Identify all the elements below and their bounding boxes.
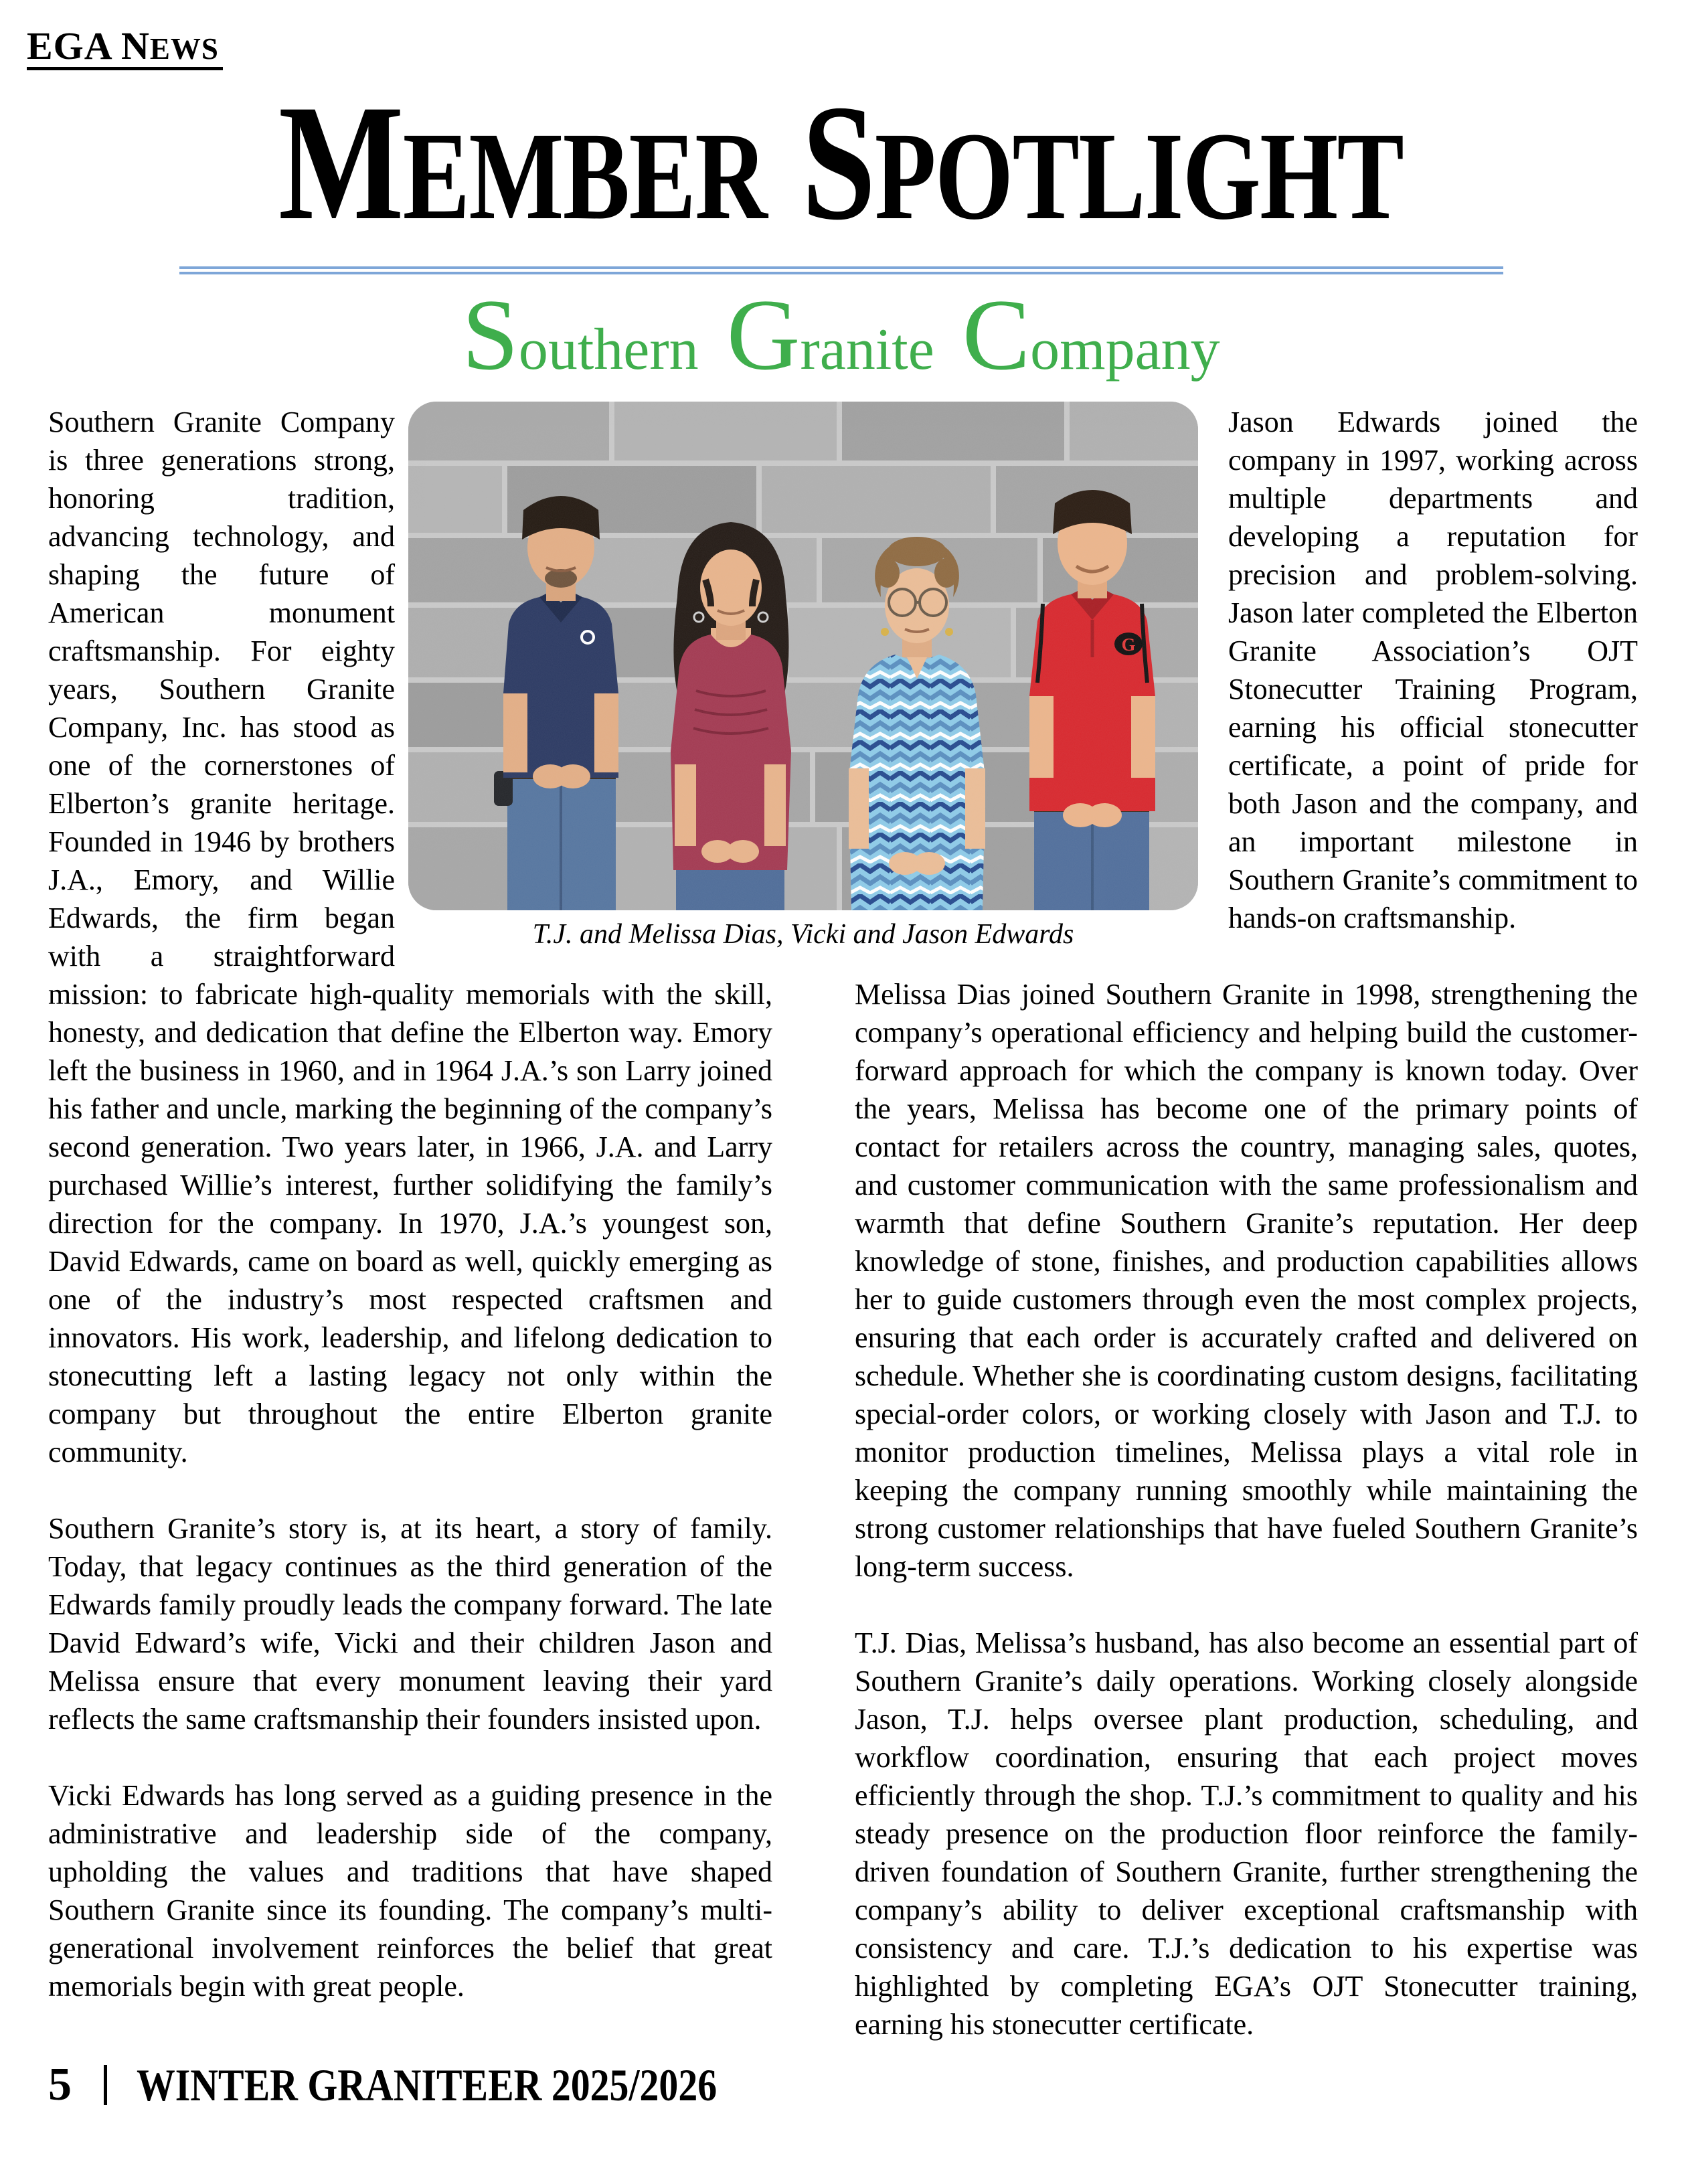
title-rest-ember: EMBER <box>403 106 767 246</box>
company-subtitle <box>0 278 1682 417</box>
masthead-smallcaps: EWS <box>149 32 219 66</box>
subtitle-word-southern <box>462 278 699 391</box>
paragraph-tj: T.J. Dias, Melissa’s husband, has also become an essential part of Southern Granite’s daily operations. Working closely alongside Jason, T.J. helps oversee plant production, scheduling, and workflow coordination, ensuring that each project moves efficiently through the shop. T.J.’s commitment to quality and his steady presence on the production floor reinforce the family-driven foundation of Southern Granite, further strengthening the company’s ability to deliver exceptional craftsmanship with consistency and care. T.J.’s dedication to his expertise was highlighted by completing EGA’s OJT Stonecutter training, earning his stonecutter certificate. <box>855 1626 1638 2041</box>
masthead-caps: EGA N <box>27 24 150 68</box>
paragraph-family-legacy: Southern Granite’s story is, at its heart, a story of family. Today, that legacy continues as the third generation of the Edwards family proudly leads the company forward. The late David Edward’s wife, Vicki and their children Jason and Melissa ensure that every monument leaving their yard reflects the same craftsmanship their founders insisted upon. <box>48 1512 772 1736</box>
subtitle-initial-c: C <box>962 278 1031 391</box>
title-initial-s: S <box>802 70 875 254</box>
publication-title: WINTER GRANITEER 2025/2026 <box>137 2060 718 2110</box>
subtitle-rest-outhern: outhern <box>518 317 699 382</box>
paragraph-vicki: Vicki Edwards has long served as a guiding presence in the administrative and leadership side of the company, upholding the values and traditions that have shaped Southern Granite since its founding. The company’s multi-generational involvement reinforces the belief that great memorials begin with great people. <box>48 1779 772 2003</box>
subtitle-word-granite <box>726 278 934 391</box>
family-photo-illustration <box>408 402 1198 910</box>
subtitle-rest-ompany: ompany <box>1030 317 1220 382</box>
subtitle-initial-g: G <box>726 278 801 391</box>
page-footer <box>48 2059 819 2110</box>
svg-text:G: G <box>1121 635 1136 655</box>
photo-grain-overlay <box>408 402 1198 910</box>
title-divider-rule <box>179 266 1503 274</box>
subtitle-word-company <box>962 278 1220 391</box>
paragraph-melissa: Melissa Dias joined Southern Granite in 1998, strengthening the company’s operational efficiency and helping build the customer-forward approach for which the company is known today. Over the years, Melissa has become one of the primary points of contact for retailers across the country, managing sales, quotes, and customer communication with the same professionalism and warmth that define Southern Granite’s reputation. Her deep knowledge of stone, finishes, and production capabilities allows her to guide customers through even the most complex projects, ensuring that each order is accurately crafted and delivered on schedule. Whether she is coordinating custom designs, facilitating special-order colors, or working closely with Jason and T.J. to monitor production timelines, Melissa plays a vital role in keeping the company running smoothly while maintaining the strong customer relationships that have fueled Southern Granite’s long-term success. <box>855 978 1638 1583</box>
subtitle-initial-s: S <box>462 278 519 391</box>
family-photo <box>408 402 1198 910</box>
page-number: 5 <box>48 2059 72 2110</box>
title-rest-potlight: POTLIGHT <box>875 106 1404 246</box>
footer-separator-bar <box>104 2065 107 2105</box>
title-initial-m: M <box>278 70 404 254</box>
paragraph-history: Southern Granite Company is three generations strong, honoring tradition, advancing technology, and shaping the future of American monument craftsmanship. For eighty years, Southern Granite Company, Inc. has stood as one of the cornerstones of Elberton’s granite heritage. Founded in 1946 by brothers J.A., Emory, and Willie Edwards, the firm began with a straightforward mission: to fabricate high-quality memorials with the skill, honesty, and dedication that define the Elberton way. Emory left the business in 1960, and in 1964 J.A.’s son Larry joined his father and uncle, marking the beginning of the company’s second generation. Two years later, in 1966, J.A. and Larry purchased Willie’s interest, further solidifying the family’s direction for the company. In 1970, J.A.’s youngest son, David Edwards, came on board as well, quickly emerging as one of the industry’s most respected craftsmen and innovators. His work, leadership, and lifelong dedication to stonecutting left a lasting legacy not only within the company but throughout the entire Elberton granite community. <box>48 406 772 1468</box>
subtitle-rest-ranite: ranite <box>800 317 934 382</box>
paragraph-jason: Jason Edwards joined the company in 1997, working across multiple departments and developing a reputation for precision and problem-solving. Jason later completed the Elberton Granite Association’s OJT Stonecutter Training Program, earning his official stonecutter certificate, a point of pride for both Jason and the company, and an important milestone in Southern Granite’s commitment to hands-on craftsmanship. <box>1228 406 1638 934</box>
photo-caption: T.J. and Melissa Dias, Vicki and Jason Edwards <box>532 919 1074 950</box>
masthead <box>27 24 223 70</box>
